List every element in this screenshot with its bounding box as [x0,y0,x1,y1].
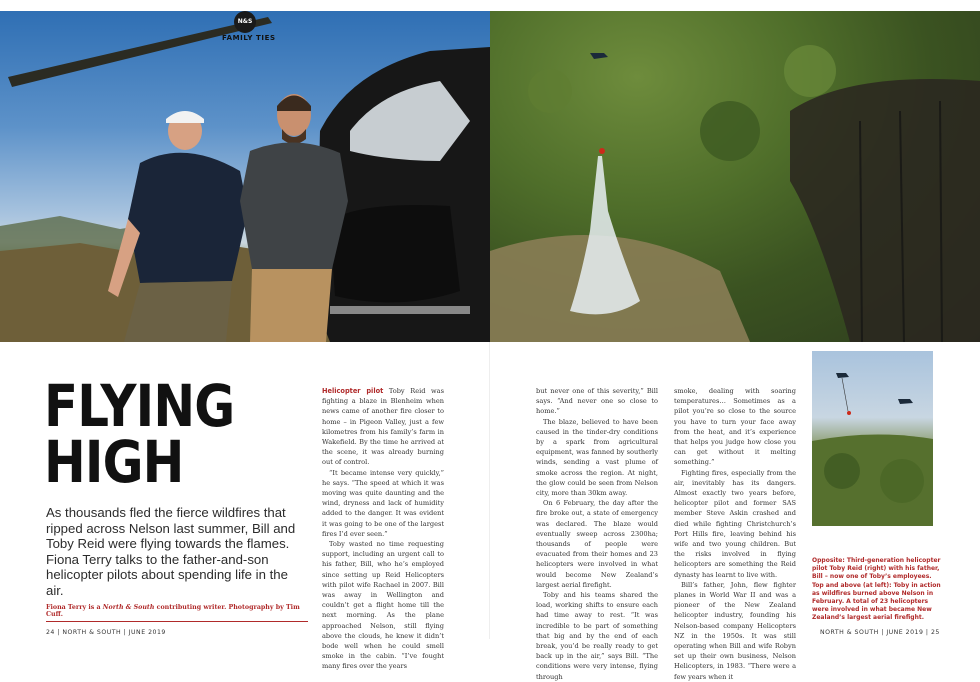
body-column-1 [322,386,444,671]
credit-prefix: Fiona Terry is a [46,604,103,611]
headline-line-1: FLYING [44,372,235,440]
section-tag: FAMILY TIES [222,34,276,42]
magazine-logo-badge: N&S [234,11,256,33]
body-paragraph: “It became intense very quickly,” he says. “The speed at which it was moving was quite daunting and the wind, dryness and lack of humidity added to the danger. It was evident it was going to be one of the largest fires I’d ever seen.” [322,468,444,538]
folio-left: 24 | NORTH & SOUTH | JUNE 2019 [46,629,166,636]
headline [44,372,235,496]
aerial-firefighting-photo [490,11,980,342]
body-paragraph: Helicopter pilot Toby Reid was fighting a blaze in Blenheim when news came of another fire closer to home – in Pigeon Valley, just a few kilometres from his family’s farm in Wakefield. By the time he arrived at the scene, it was already burning out of control. [322,387,444,467]
standfirst: As thousands fled the fierce wildfires that ripped across Nelson last summer, Bill and Toby Reid were flying towards the flames. Fiona Terry talks to the father-and-son helicopter pilots about spending life in the air. [46,505,296,598]
photo-caption: Opposite: Third-generation helicopter pilot Toby Reid (right) with his father, Bill – now one of Toby’s employees. Top and above (at left): Toby in action as wildfires burned above Nelson in February. A total of 23 helicopters were involved in what became New Zealand’s largest aerial firefight. [812,557,941,622]
lead-in: Helicopter pilot [322,387,384,395]
credit-publication: North & South [102,604,155,611]
folio-right: NORTH & SOUTH | JUNE 2019 | 25 [820,629,940,636]
headline-line-2: HIGH [44,428,184,496]
body-column-2 [536,386,658,681]
pilots-with-helicopter-photo [0,11,490,342]
helicopters-over-smoke-photo [812,351,933,526]
author-credit [46,604,308,622]
body-paragraph: Fighting fires, especially from the air, inevitably has its dangers. Almost exactly two years before, helicopter pilot and former SAS member Steve Askin crashed and died while fighting Christchurch’s Port Hills fire, leaving behind his wife and two young children. But the risks involved in flying helicopters are something the Reid dynasty has learnt to live with. [674,468,796,579]
inset-illustration [812,351,933,526]
body-paragraph: Toby and his teams shared the load, working shifts to ensure each had time away to rest. “It was incredible to be part of something that big and by the end of each break, you’d be really ready to get back up in the air,” says Bill. “The conditions were very intense, flying through [536,591,658,681]
body-paragraph: On 6 February, the day after the fire broke out, a state of emergency was declared. The blaze would eventually sweep across 2300ha; thousands of people were evacuated from their homes and 23 helicopters were involved in what would become New Zealand’s largest aerial firefight. [536,499,658,589]
body-paragraph: Bill’s father, John, flew fighter planes in World War II and was a pioneer of the New Zealand helicopter industry, founding his Nelson-based company Helicopters NZ in the 1950s. It was still operating when Bill and wife Robyn set up their own business, Nelson Helicopters, in 1983. “There were a few years when it [674,580,796,681]
body-paragraph: Toby wasted no time requesting support, including an urgent call to his father, Bill, who he’s employed since setting up Reid Helicopters with pilot wife Rachael in 2007. Bill was away in Wellington and couldn’t get a flight home till the next morning. As the plane approached Nelson, still flying above the clouds, he knew it didn’t bode well when he could smell smoke in the cabin. “I’ve fought many fires over the years [322,540,444,671]
body-paragraph: but never one of this severity,” Bill says. “And never one so close to home.” [536,387,658,416]
pilots-illustration [0,11,490,342]
body-column-3 [674,386,796,681]
body-paragraph: smoke, dealing with soaring temperatures… Sometimes as a pilot you’re so close to the source you have to turn your face away from the heat, and it’s experience that helps you judge how close you can get without it melting something.” [674,387,796,467]
page-gutter [489,342,490,639]
credit-suffix: contributing writer. Photography by Tim Cuff. [46,604,300,618]
body-paragraph: The blaze, believed to have been caused in the tinder-dry conditions by a spark from agricultural equipment, was fanned by southerly winds, sending a vast plume of smoke across the region. At night, the glow could be seen from Nelson city, more than 30km away. [536,417,658,498]
fire-illustration [490,11,980,342]
